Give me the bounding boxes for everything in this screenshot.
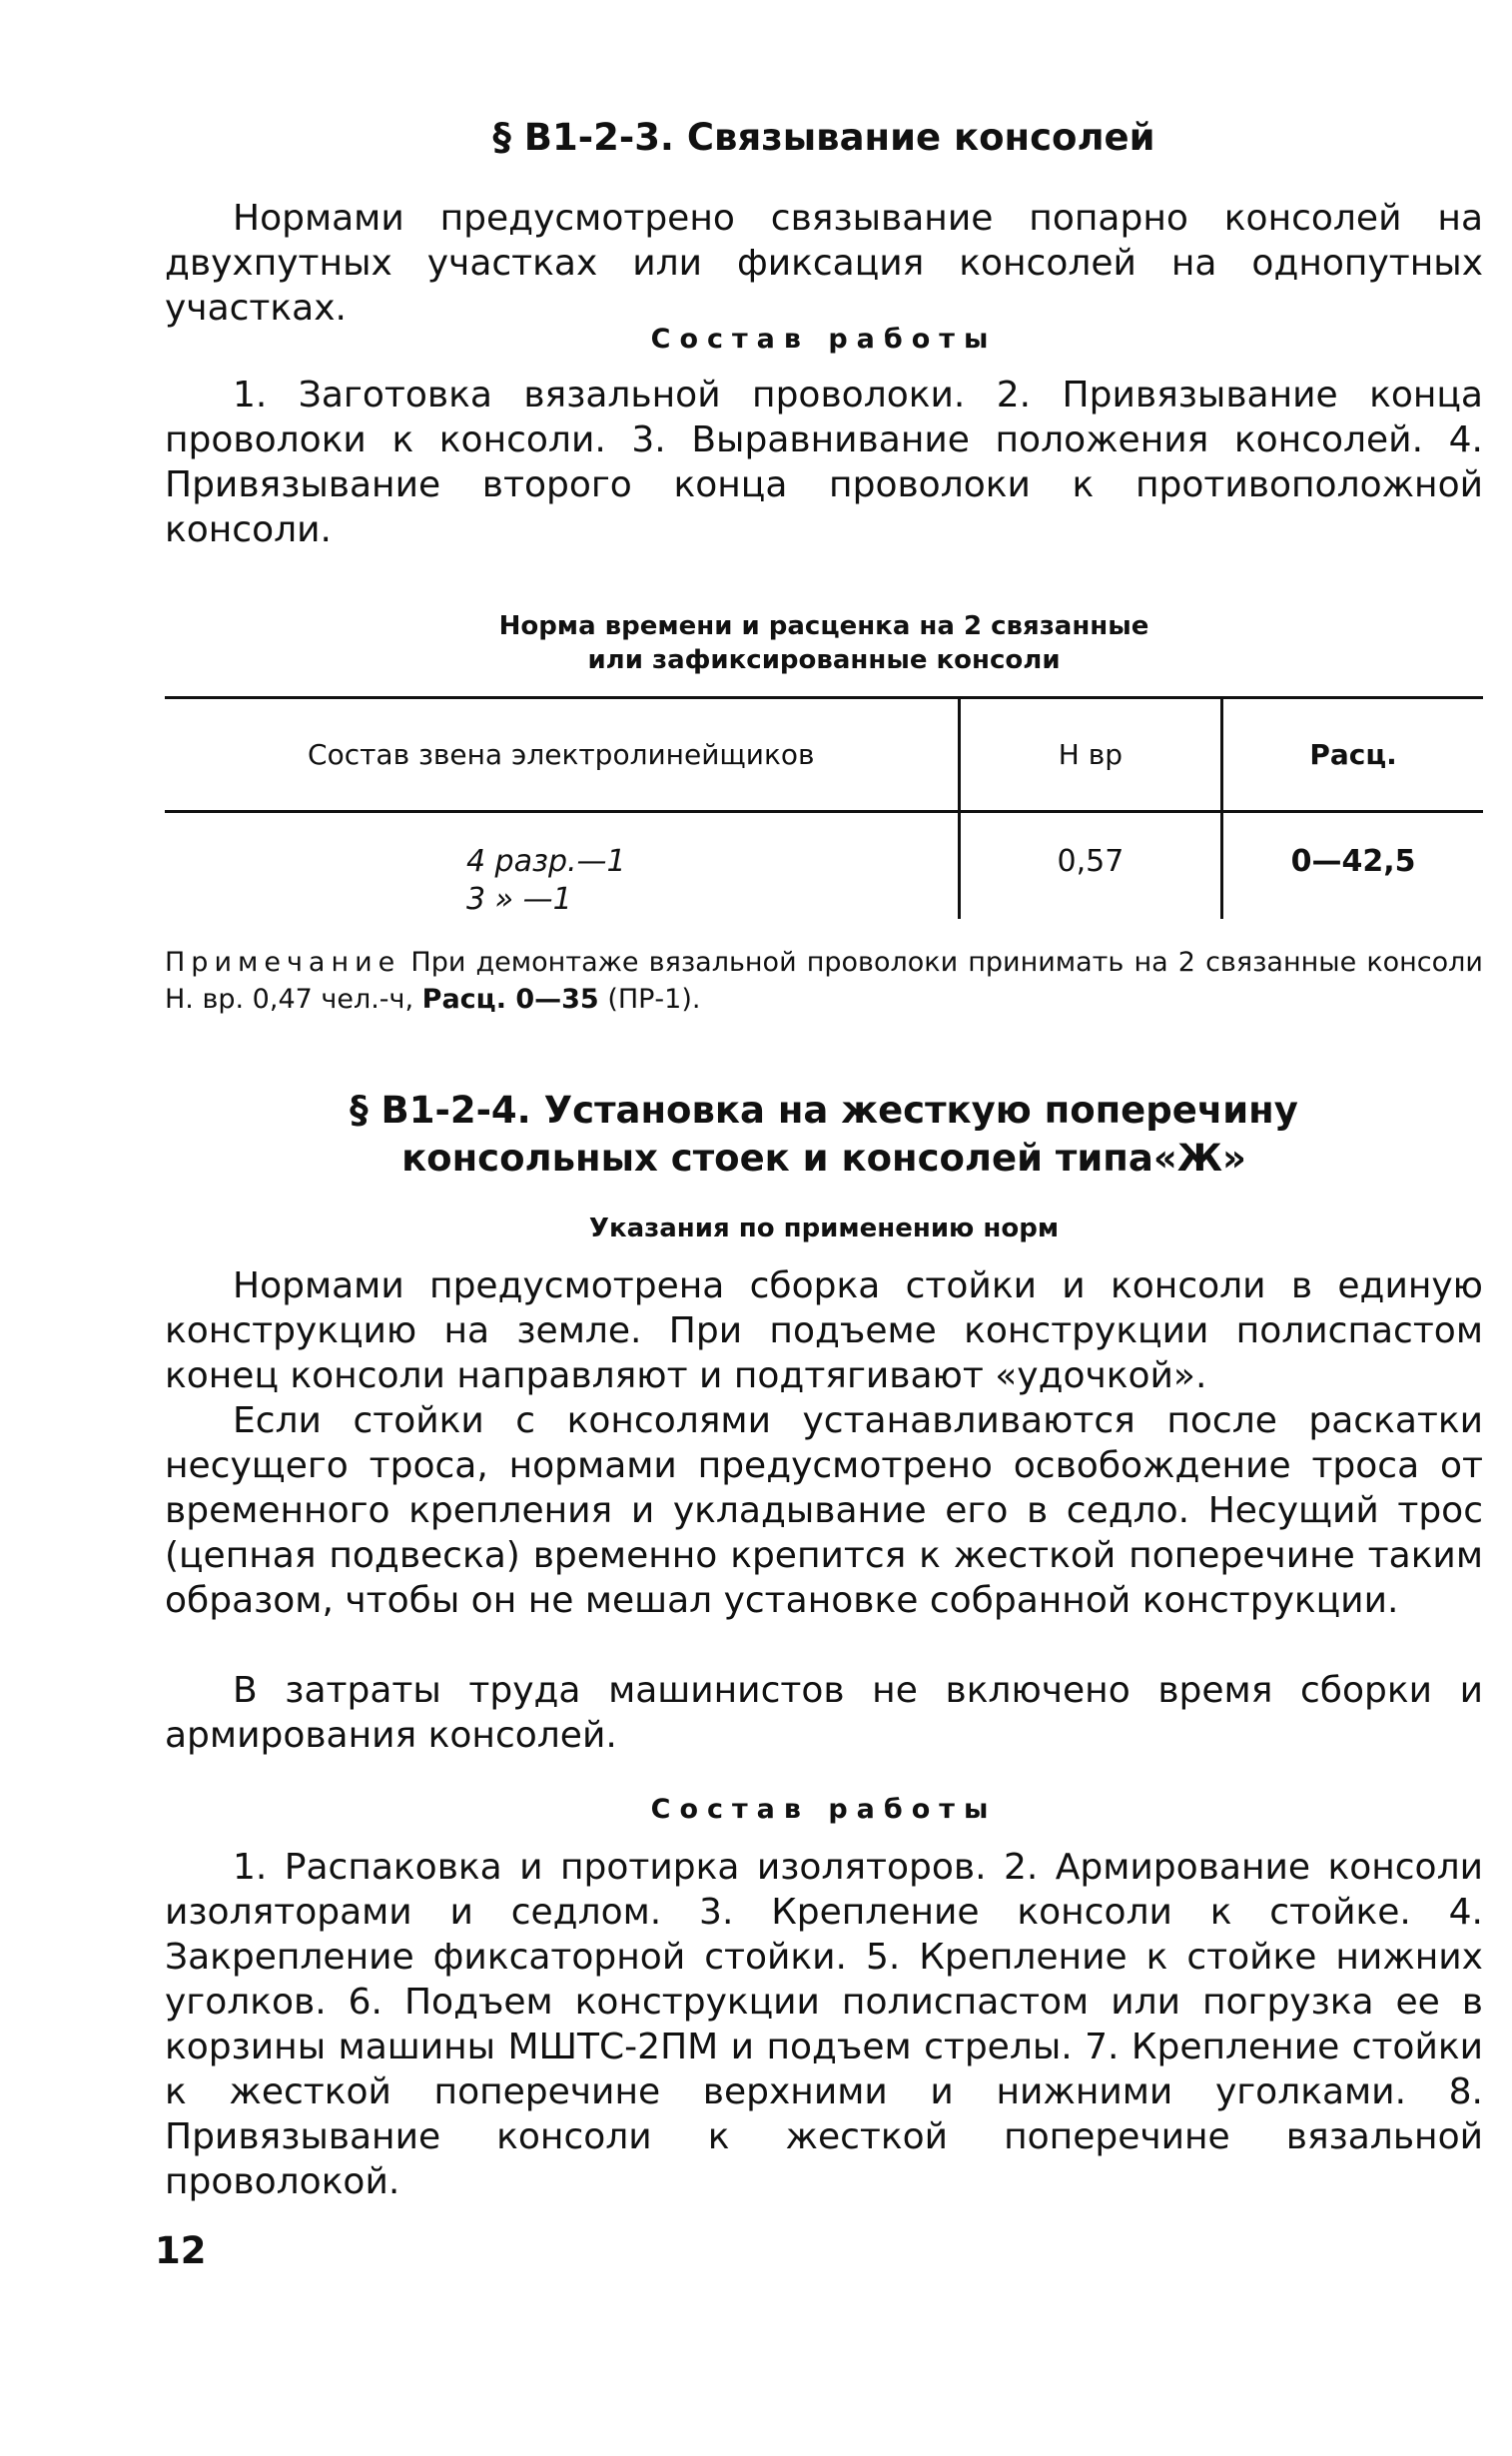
table-header-row [165,698,1483,812]
header-n-vr: Н вр [959,698,1222,812]
note-text: При демонтаже вязальной проволоки принимать на 2 связанные консоли Н. вр. 0,47 чел.-ч, [165,947,1483,1015]
note-tail: (ПР-1). [607,984,701,1015]
note-lead: Примечание [165,947,401,978]
work-composition-text: 1. Заготовка вязальной проволоки. 2. Привязывание конца проволоки к консоли. 3. Выравнивание положения консолей. 4. Привязывание второго конца проволоки к противоположной консоли. [165,375,1483,550]
section-intro-paragraph: Нормами предусмотрено связывание попарно консолей на двухпутных участках или фиксация консолей на однопутных участках. [165,198,1483,329]
guidance-paragraph-2: Если стойки с консолями устанавливаются после раскатки несущего троса, нормами предусмотрено освобождение троса от временного крепления и укладывание его в седло. Несущий трос (цепная подвеска) временно крепится к жесткой поперечине таким образом, чтобы он не мешал установке собранной конструкции. [165,1400,1483,1621]
table-row [165,812,1483,920]
work-composition-text-2: 1. Распаковка и протирка изоляторов. 2. Армирование консоли изоляторами и седлом. 3. Крепление консоли к стойке. 4. Закрепление фиксаторной стойки. 5. Крепление к стойке нижних уголков. 6. Подъем конструкции полиспастом или погрузка ее в корзины машины МШТС-2ПМ и подъем стрелы. 7. Крепление стойки к жесткой поперечине верхними и нижними уголками. 8. Привязывание консоли к жесткой поперечине вязальной проволокой. [165,1847,1483,2202]
guidance-paragraph-1: Нормами предусмотрена сборка стойки и консоли в единую конструкцию на земле. При подъеме конструкции полиспастом конец консоли направляют и подтягивают «удочкой». [165,1265,1483,1396]
table-note [165,944,1483,1018]
table-title-line1: Норма времени и расценка на 2 связанные [498,611,1149,641]
work-composition-heading-2: Состав работы [650,1794,998,1825]
crew-line-1: 4 разр.—1 [465,844,626,879]
section-heading-b1-2-4-line1: § B1-2-4. Установка на жесткую поперечину [350,1089,1298,1132]
guidance-paragraph-3: В затраты труда машинистов не включено время сборки и армирования консолей. [165,1670,1483,1756]
page-number: 12 [155,2229,207,2272]
crew-line-2: 3 » —1 [465,882,572,917]
n-vr-value: 0,57 [1057,844,1125,879]
table-title-line2: или зафиксированные консоли [587,645,1061,675]
n-vr-cell [959,812,1222,920]
work-composition-heading: Состав работы [650,324,998,355]
norm-table [165,696,1483,919]
rasc-value: 0—42,5 [1290,844,1416,879]
section-heading-b1-2-3: § B1-2-3. Связывание консолей [492,116,1155,159]
header-rasc: Расц. [1222,698,1483,812]
section-heading-b1-2-4-line2: консольных стоек и консолей типа«Ж» [401,1137,1246,1180]
rasc-cell [1222,812,1483,920]
header-crew: Состав звена электролинейщиков [165,698,959,812]
crew-cell [165,812,959,920]
guidance-heading: Указания по применению норм [588,1214,1060,1243]
note-bold: Расц. 0—35 [421,984,599,1015]
